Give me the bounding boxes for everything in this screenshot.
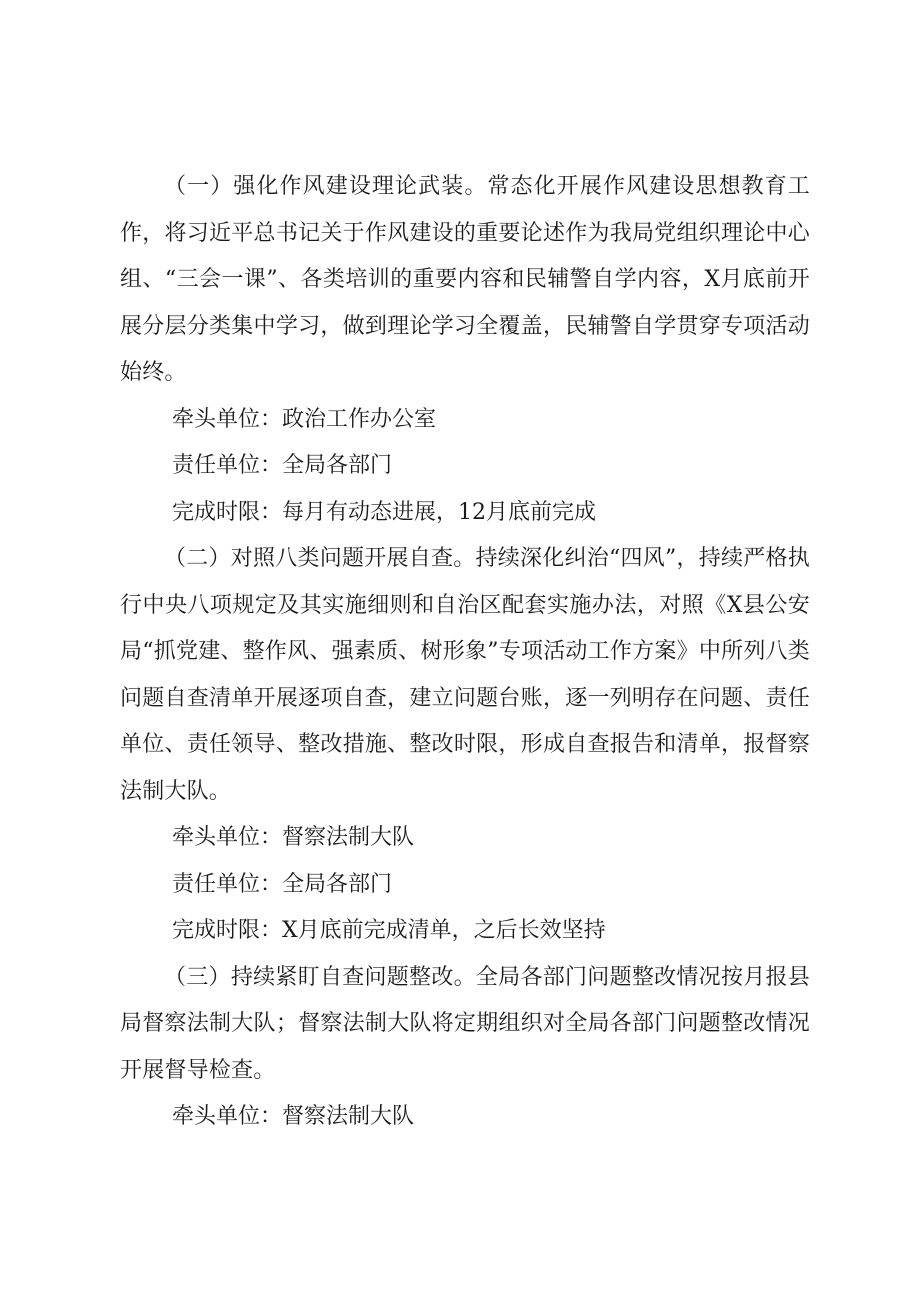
section-2-responsible-unit: 责任单位：全局各部门 [172,871,393,897]
section-2-deadline: 完成时限：X月底前完成清单，之后长效坚持 [172,918,606,943]
section-3-paragraph: （三）持续紧盯自查问题整改。全局各部门问题整改情况按月报县局督察法制大队；督察法制大队将定期组织对全局各部门问题整改情况开展督导检查。 [120,964,810,1083]
section-1-lead-unit: 牵头单位：政治工作办公室 [172,406,437,432]
section-1-deadline: 完成时限：每月有动态进展，12月底前完成 [172,499,596,525]
document-body [120,164,810,1141]
section-2-lead-unit: 牵头单位：督察法制大队 [172,825,415,850]
section-3-lead-unit: 牵头单位：督察法制大队 [172,1104,415,1129]
section-1-responsible-unit: 责任单位：全局各部门 [172,453,393,478]
section-1-paragraph: （一）强化作风建设理论武装。常态化开展作风建设思想教育工作，将习近平总书记关于作风建设的重要论述作为我局党组织理论中心组、“三会一课”、各类培训的重要内容和民辅警自学内容，X月底前开展分层分类集中学习，做到理论学习全覆盖，民辅警自学贯穿专项活动始终。 [120,174,810,385]
section-2-paragraph: （二）对照八类问题开展自查。持续深化纠治“四风”，持续严格执行中央八项规定及其实施细则和自治区配套实施办法，对照《X县公安局“抓党建、整作风、强素质、树形象”专项活动工作方案》中所列八类问题自查清单开展逐项自查，建立问题台账，逐一列明存在问题、责任单位、责任领导、整改措施、整改时限，形成自查报告和清单，报督察法制大队。 [120,546,810,804]
